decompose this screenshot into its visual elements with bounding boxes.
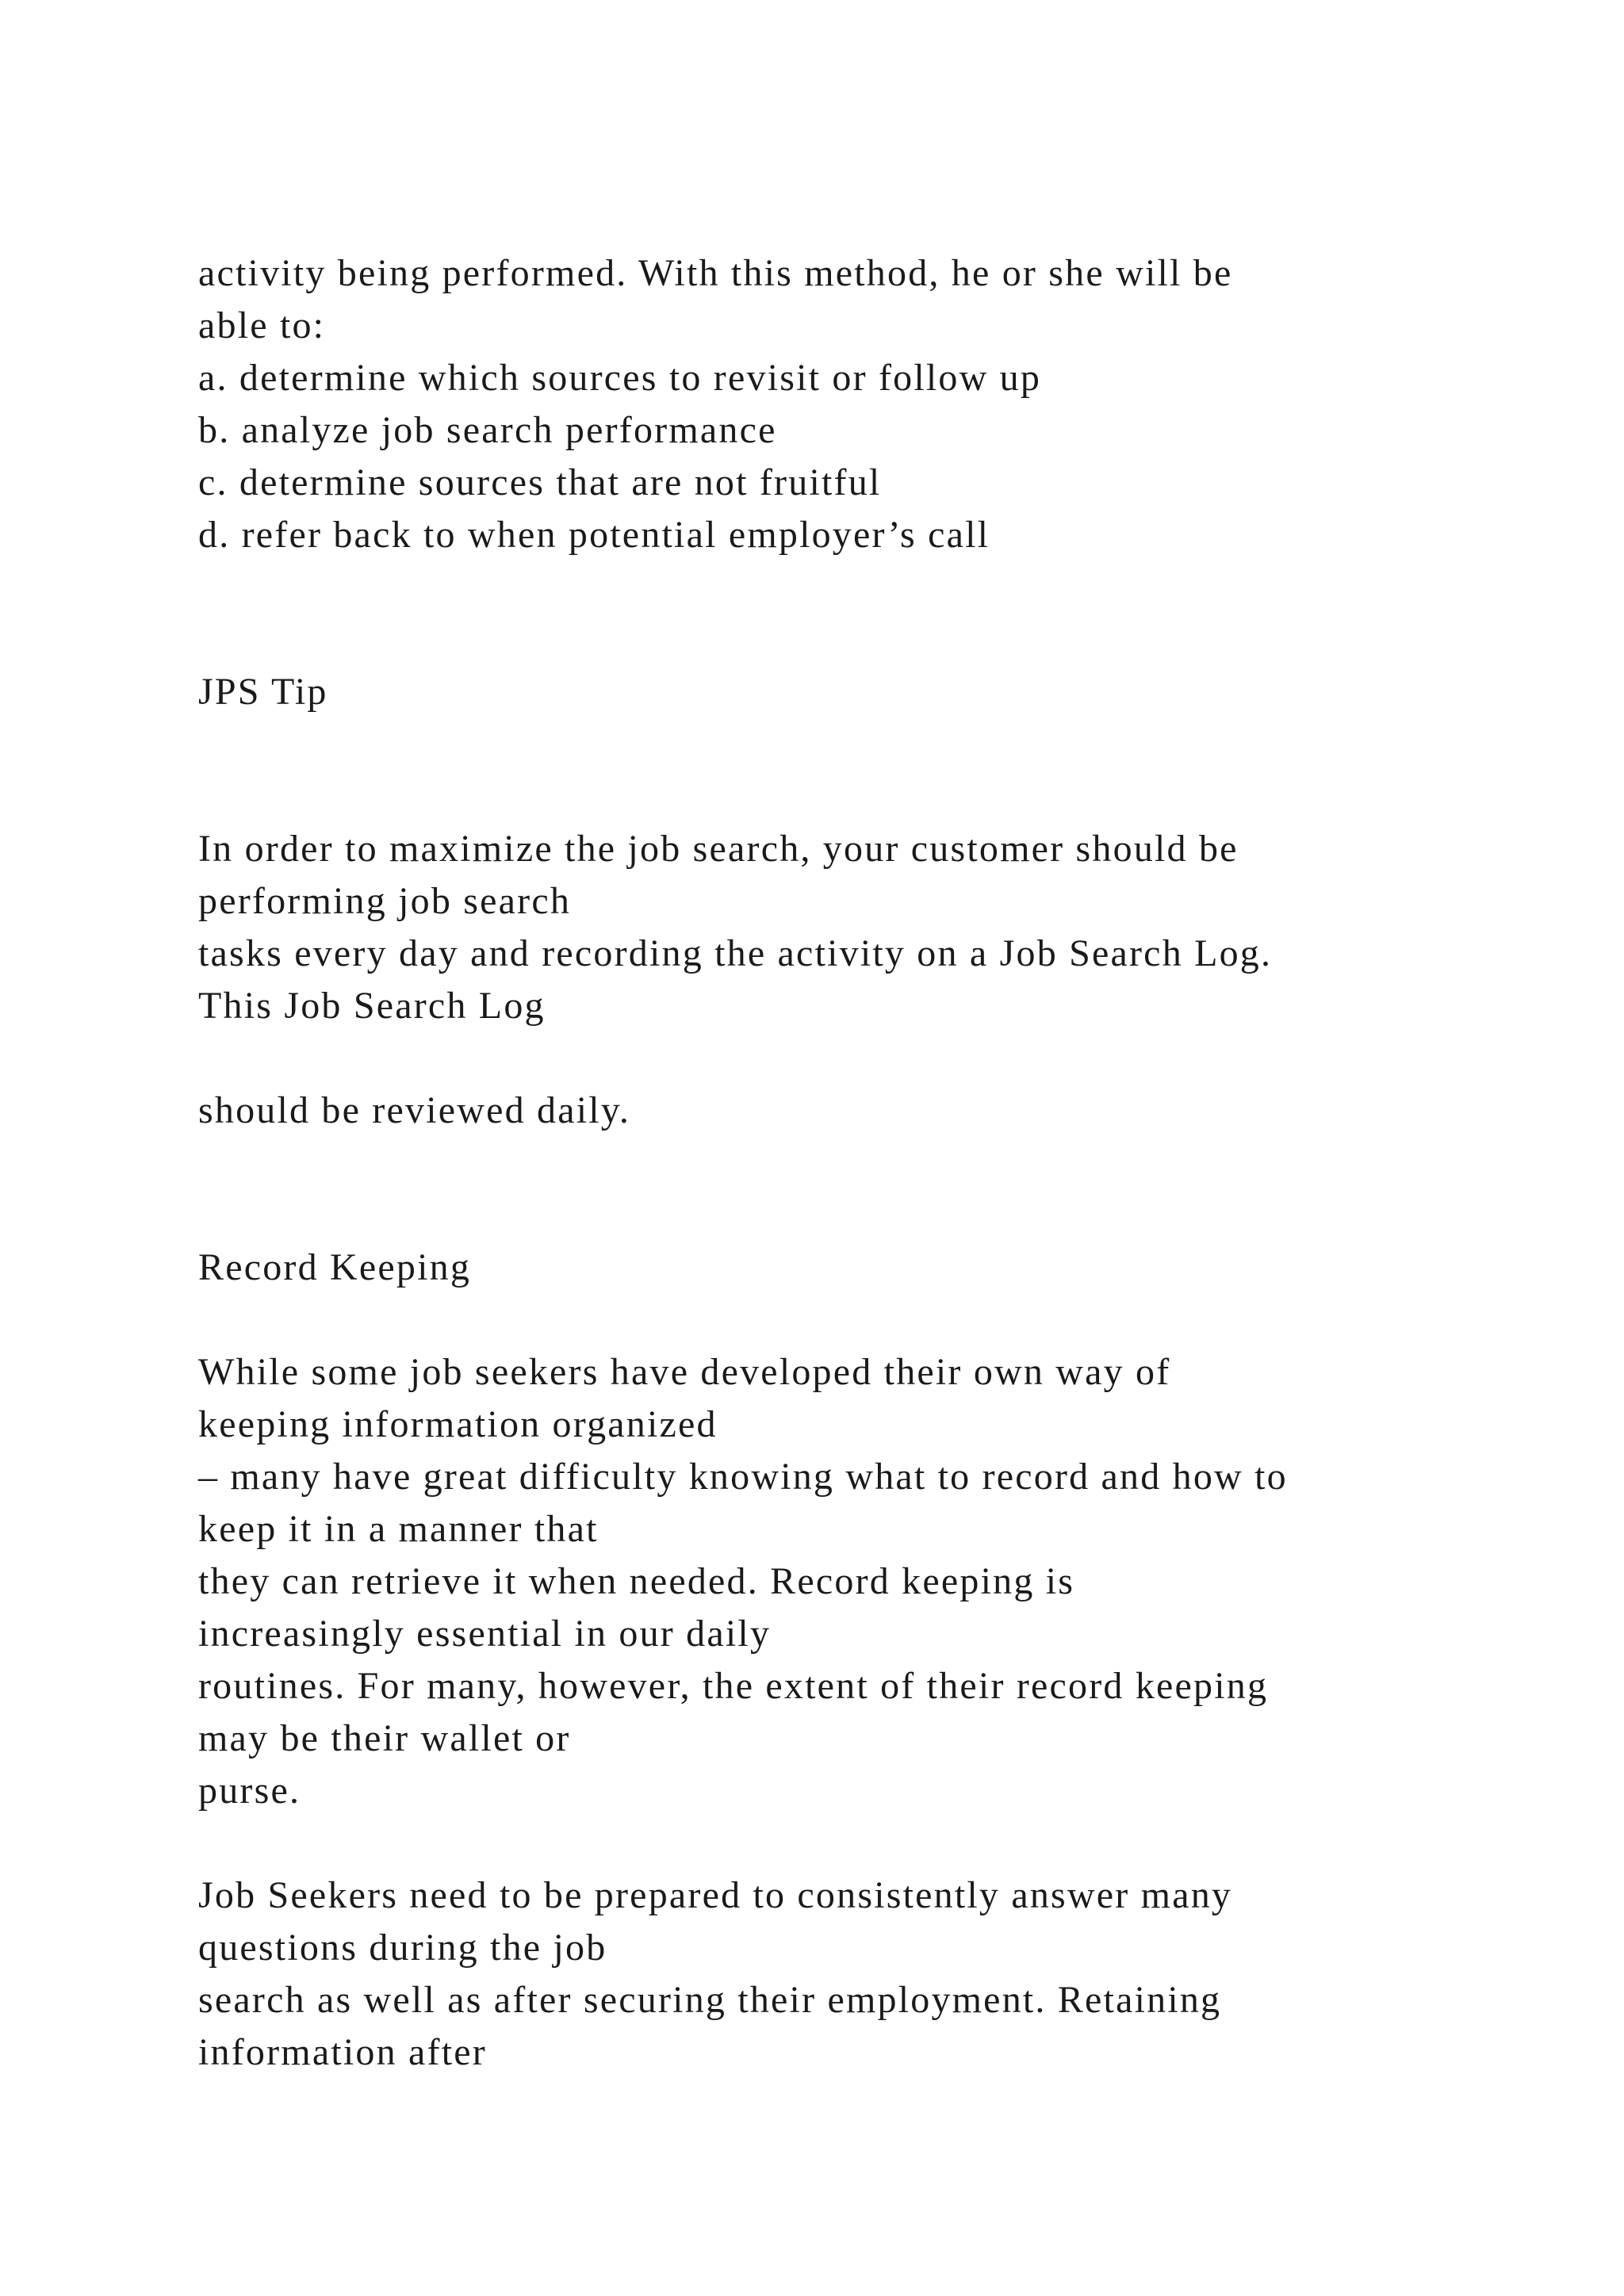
- list-item: b. analyze job search performance: [198, 409, 777, 451]
- paragraph-line: routines. For many, however, the extent of their record keeping: [198, 1665, 1269, 1707]
- intro-line: activity being performed. With this method, he or she will be: [198, 252, 1233, 294]
- tip-line: This Job Search Log: [198, 985, 546, 1027]
- paragraph-line: information after: [198, 2031, 487, 2073]
- section-heading-jps-tip: JPS Tip: [198, 671, 328, 713]
- paragraph-line: – many have great difficulty knowing what to record and how to: [198, 1456, 1288, 1498]
- tip-line: performing job search: [198, 880, 572, 922]
- section-heading-record-keeping: Record Keeping: [198, 1246, 472, 1288]
- tip-line: tasks every day and recording the activity on a Job Search Log.: [198, 932, 1273, 974]
- paragraph-line: search as well as after securing their employment. Retaining: [198, 1979, 1222, 2021]
- paragraph-line: may be their wallet or: [198, 1717, 571, 1759]
- paragraph-line: keep it in a manner that: [198, 1508, 599, 1550]
- paragraph-line: keeping information organized: [198, 1403, 718, 1445]
- paragraph-line: purse.: [198, 1770, 301, 1812]
- tip-line: In order to maximize the job search, your customer should be: [198, 828, 1239, 870]
- paragraph-line: they can retrieve it when needed. Record keeping is: [198, 1560, 1075, 1602]
- list-item: d. refer back to when potential employer’s call: [198, 514, 990, 556]
- paragraph-line: increasingly essential in our daily: [198, 1613, 772, 1655]
- list-item: a. determine which sources to revisit or follow up: [198, 357, 1042, 399]
- intro-line: able to:: [198, 304, 326, 346]
- paragraph-line: While some job seekers have developed their own way of: [198, 1351, 1171, 1393]
- paragraph-line: Job Seekers need to be prepared to consistently answer many: [198, 1874, 1233, 1916]
- list-item: c. determine sources that are not fruitful: [198, 461, 882, 503]
- paragraph-line: questions during the job: [198, 1927, 607, 1969]
- tip-line: should be reviewed daily.: [198, 1089, 631, 1131]
